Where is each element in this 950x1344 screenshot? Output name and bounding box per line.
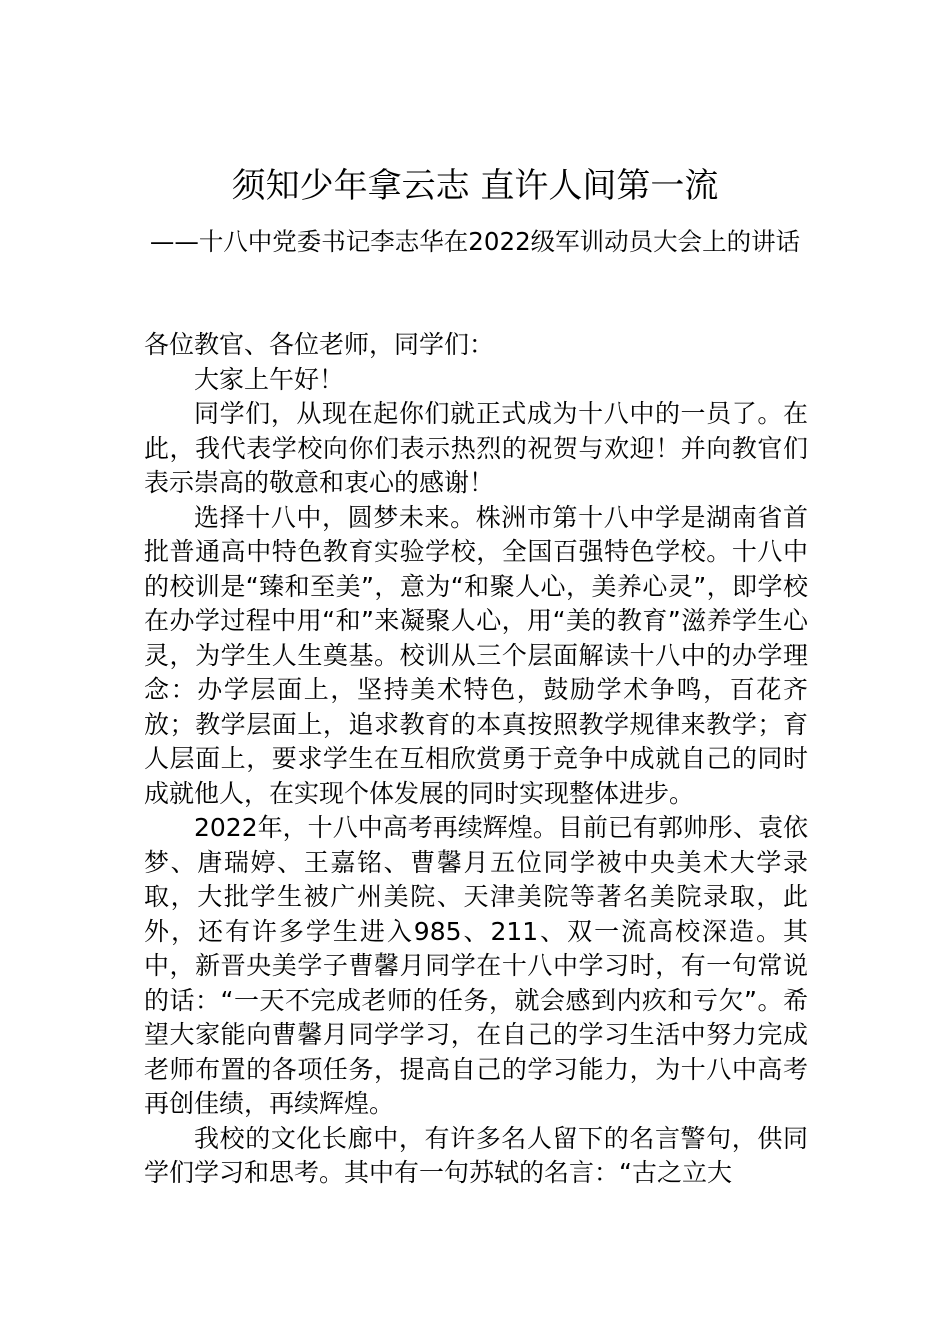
paragraph-school-motto: 选择十八中，圆梦未来。株洲市第十八中学是湖南省首批普通高中特色教育实验学校，全国百强特色学校。十八中的校训是“臻和至美”，意为“和聚人心，美养心灵”，即学校在办学过程中用“和”来凝聚人心，用“美的教育”滋养学生心灵，为学生人生奠基。校训从三个层面解读十八中的办学理念：办学层面上，坚持美术特色，鼓励学术争鸣，百花齐放；教学层面上，追求教育的本真按照教学规律来教学；育人层面上，要求学生在互相欣赏勇于竞争中成就自己的同时成就他人，在实现个体发展的同时实现整体进步。	[144, 502, 808, 808]
document-title: 须知少年拿云志 直许人间第一流	[231, 166, 719, 206]
paragraph-welcome: 同学们，从现在起你们就正式成为十八中的一员了。在此，我代表学校向你们表示热烈的祝贺与欢迎！并向教官们表示崇高的敬意和衷心的感谢！	[144, 399, 808, 497]
paragraph-exam-results: 2022年，十八中高考再续辉煌。目前已有郭帅彤、袁依梦、唐瑞婷、王嘉铭、曹馨月五位同学被中央美术大学录取，大批学生被广州美院、天津美院等著名美院录取，此外，还有许多学生进入985、211、双一流高校深造。其中，新晋央美学子曹馨月同学在十八中学习时，有一句常说的话：“一天不完成老师的任务，就会感到内疚和亏欠”。希望大家能向曹馨月同学学习，在自己的学习生活中努力完成老师布置的各项任务，提高自己的学习能力，为十八中高考再创佳绩，再续辉煌。	[144, 813, 808, 1118]
document-subtitle: ——十八中党委书记李志华在2022级军训动员大会上的讲话	[149, 227, 801, 256]
paragraph-culture-corridor: 我校的文化长廊中，有许多名人留下的名言警句，供同学们学习和思考。其中有一句苏轼的名言：“古之立大	[144, 1123, 808, 1187]
paragraph-greeting: 大家上午好！	[194, 364, 345, 394]
salutation: 各位教官、各位老师，同学们：	[144, 330, 495, 359]
document-body	[144, 328, 808, 1191]
